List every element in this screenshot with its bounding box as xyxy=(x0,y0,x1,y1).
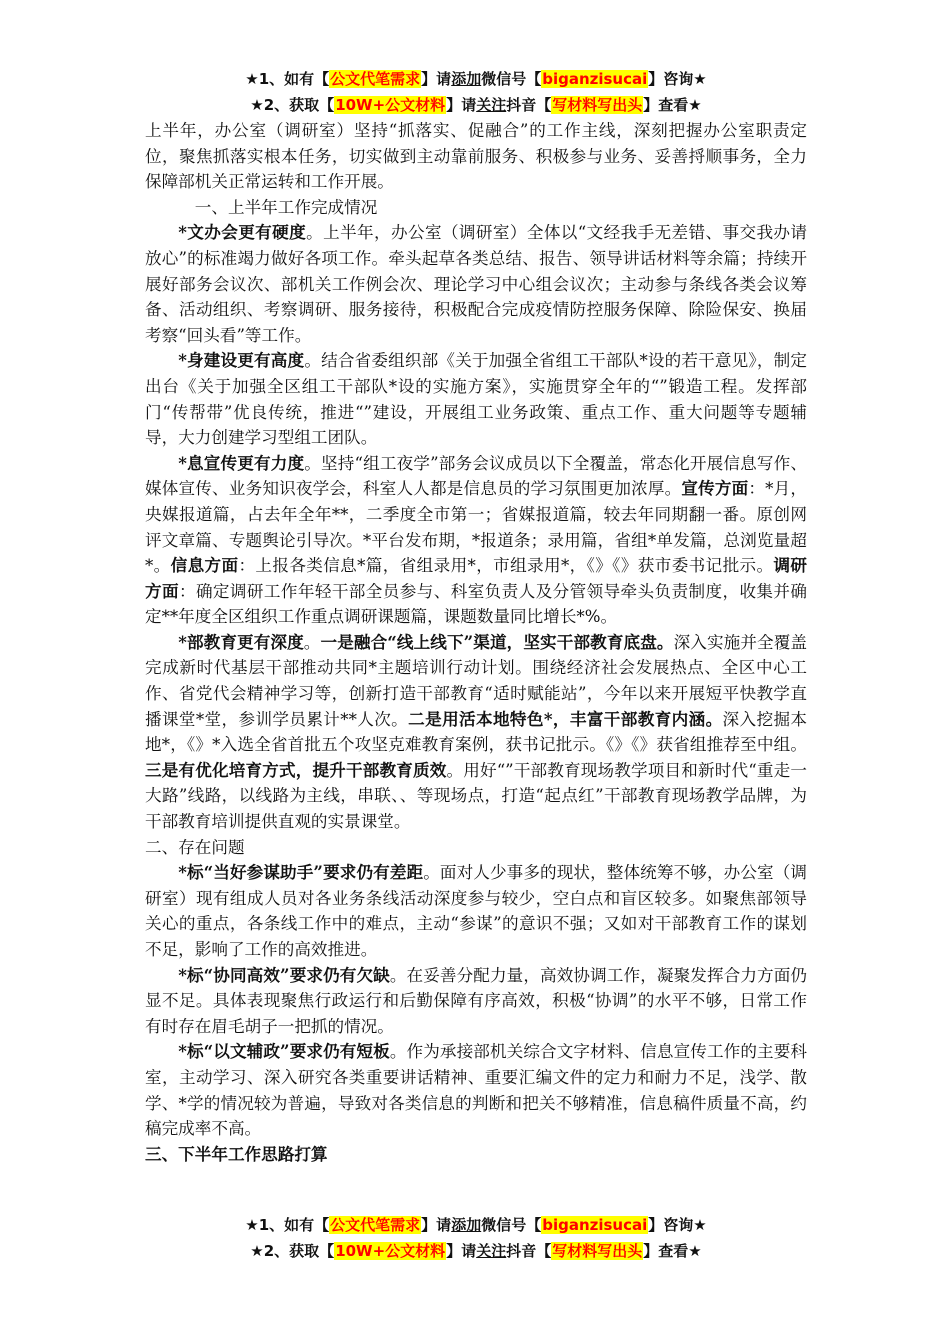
document-body xyxy=(145,118,807,1167)
banner-line-2: ★2、获取【10W+公文材料】请关注抖音【写材料写出头】查看★ xyxy=(250,96,702,114)
paragraph: *部教育更有深度。一是融合“线上线下”渠道，坚实干部教育底盘。深入实施并全覆盖完成新时代基层干部推动共同*主题培训行动计划。围绕经济社会发展热点、全区中心工作、省党代会精神学习等，创新打造干部教育“适时赋能站”，今年以来开展短平快教学直播课堂*堂，参训学员累计**人次。二是用活本地特色*，丰富干部教育内涵。深入挖掘本地*，《》*入选全省首批五个攻坚克难教育案例，获书记批示。《》《》获省组推荐至中组。三是有优化培育方式，提升干部教育质效。用好“”干部教育现场教学项目和新时代“重走一大路”线路，以线路为主线，串联、、等现场点，打造“起点红”干部教育现场教学品牌，为干部教育培训提供直观的实景课堂。 xyxy=(145,631,808,832)
section-1-heading: 一、上半年工作完成情况 xyxy=(194,197,378,217)
wechat-id: biganzisucai xyxy=(542,1216,648,1234)
document-page xyxy=(145,66,807,1167)
highlight: 10W+公文材料 xyxy=(335,96,446,114)
douyin-id: 写材料写出头 xyxy=(552,96,643,114)
banner-line-2: ★2、获取【10W+公文材料】请关注抖音【写材料写出头】查看★ xyxy=(250,1242,702,1260)
intro-paragraph: 上半年，办公室（调研室）坚持“抓落实、促融合”的工作主线，深刻把握办公室职责定位，聚焦抓落实根本任务，切实做到主动靠前服务、积极参与业务、妥善捋顺事务，全力保障部机关正常运转和工作开展。 xyxy=(145,121,807,192)
paragraph: *身建设更有高度。结合省委组织部《关于加强全省组工干部队*设的若干意见》，制定出台《关于加强全区组工干部队*设的实施方案》，实施贯穿全年的“”锻造工程。发挥部门“传帮带”优良传统，推进“”建设，开展组工业务政策、重点工作、重大问题等专题辅导，大力创建学习型组工团队。 xyxy=(145,350,807,448)
banner-line-1: ★1、如有【公文代笔需求】请添加微信号【biganzisucai】咨询★ xyxy=(245,1216,707,1234)
paragraph: *文办会更有硬度。上半年，办公室（调研室）全体以“文经我手无差错、事交我办请放心”的标准竭力做好各项工作。牵头起草各类总结、报告、领导讲话材料等余篇；持续开展好部务会议次、部机关工作例会次、理论学习中心组会议次；主动参与条线各类会议筹备、活动组织、考察调研、服务接待，积极配合完成疫情防控服务保障、除险保安、换届考察“回头看”等工作。 xyxy=(145,222,807,345)
ad-banner-bottom xyxy=(145,1212,807,1264)
highlight: 10W+公文材料 xyxy=(335,1242,446,1260)
paragraph: *标“协同高效”要求仍有欠缺。在妥善分配力量，高效协调工作，凝聚发挥合力方面仍显不足。具体表现聚焦行政运行和后勤保障有序高效，积极“协调”的水平不够，日常工作有时存在眉毛胡子一把抓的情况。 xyxy=(145,964,807,1036)
paragraph: *标“以文辅政”要求仍有短板。作为承接部机关综合文字材料、信息宣传工作的主要科室，主动学习、深入研究各类重要讲话精神、重要汇编文件的定力和耐力不足，浅学、散学、*学的情况较为普遍，导致对各类信息的判断和把关不够精准，信息稿件质量不高，约稿完成率不高。 xyxy=(145,1041,807,1139)
wechat-id: biganzisucai xyxy=(542,70,648,88)
banner-line-1: ★1、如有【公文代笔需求】请添加微信号【biganzisucai】咨询★ xyxy=(245,70,707,88)
ad-banner-top xyxy=(145,66,807,118)
highlight: 公文代笔需求 xyxy=(330,70,421,88)
paragraph: *息宣传更有力度。坚持“组工夜学”部务会议成员以下全覆盖，常态化开展信息写作、媒体宣传、业务知识夜学会，科室人人都是信息员的学习氛围更加浓厚。宣传方面：*月，央媒报道篇，占去年全年**，二季度全市第一；省媒报道篇，较去年同期翻一番。原创网评文章篇、专题舆论引导次。*平台发布期，*报道条；录用篇，省组*单发篇，总浏览量超*。信息方面：上报各类信息*篇，省组录用*，市组录用*，《》《》获市委书记批示。调研方面：确定调研工作年轻干部全员参与、科室负责人及分管领导牵头负责制度，收集并确定**年度全区组织工作重点调研课题篇，课题数量同比增长*%。 xyxy=(145,452,808,627)
section-2-heading: 二、存在问题 xyxy=(145,837,245,857)
douyin-id: 写材料写出头 xyxy=(552,1242,643,1260)
highlight: 公文代笔需求 xyxy=(330,1216,421,1234)
paragraph: *标“当好参谋助手”要求仍有差距。面对人少事多的现状，整体统筹不够，办公室（调研室）现有组成人员对各业务条线活动深度参与较少，空白点和盲区较多。如聚焦部领导关心的重点，各条线工作中的难点，主动“参谋”的意识不强；又如对干部教育工作的谋划不足，影响了工作的高效推进。 xyxy=(145,862,807,959)
section-3-heading: 三、下半年工作思路打算 xyxy=(145,1143,328,1164)
